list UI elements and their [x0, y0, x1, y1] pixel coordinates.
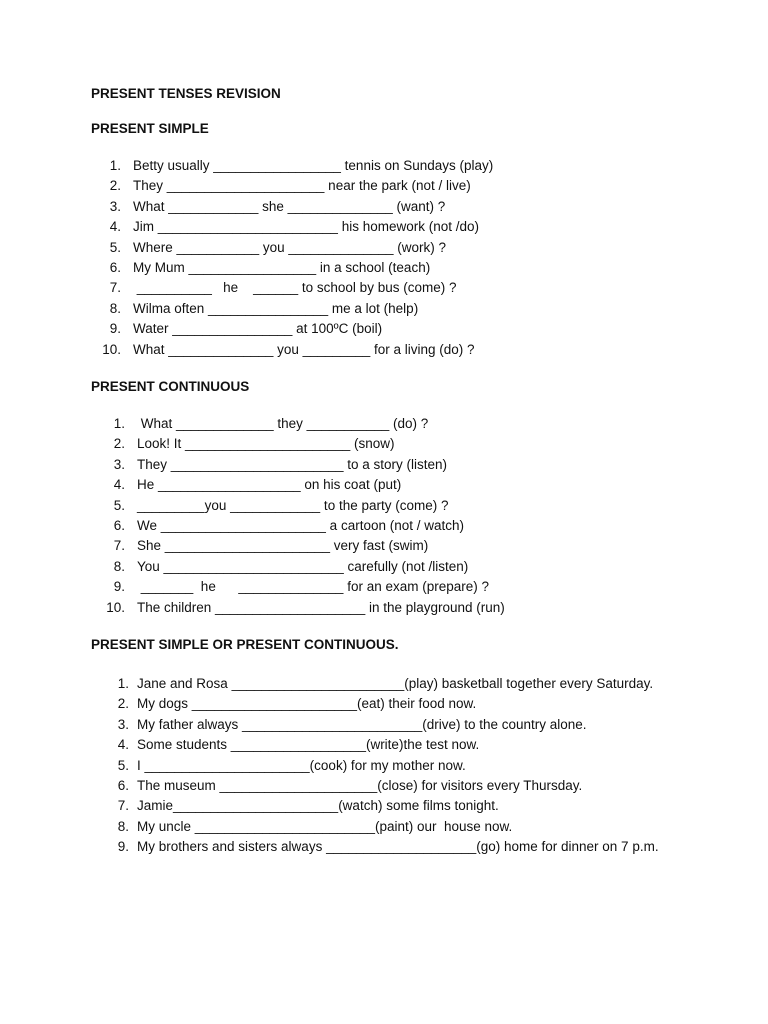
exercise-number: 6.	[109, 259, 121, 275]
exercise-sentence: Jamie______________________(watch) some films tonight.	[137, 798, 499, 814]
exercise-sentence: Some students __________________(write)the test now.	[137, 737, 480, 753]
exercise-sentence: My Mum _________________ in a school (teach)	[133, 259, 431, 275]
exercise-number: 7.	[117, 798, 129, 814]
exercise-sentence: My brothers and sisters always ____________________(go) home for dinner on 7 p.m.	[137, 839, 659, 855]
exercise-sentence: My dogs ______________________(eat) their food now.	[137, 696, 477, 712]
exercise-number: 4.	[117, 737, 129, 753]
exercise-sentence: The museum _____________________(close) for visitors every Thursday.	[137, 777, 583, 793]
exercise-number: 6.	[113, 517, 125, 533]
exercise-sentence: What _____________ they ___________ (do) ?	[137, 416, 429, 431]
exercise-sentence: We ______________________ a cartoon (not / watch)	[137, 517, 464, 533]
exercise-sentence: My uncle ________________________(paint) our house now.	[137, 818, 513, 834]
exercise-number: 9.	[109, 321, 121, 337]
exercise-number: 6.	[117, 777, 129, 793]
exercise-sentence: They _____________________ near the park (not / live)	[133, 178, 471, 194]
exercise-sentence: I ______________________(cook) for my mother now.	[137, 757, 466, 773]
exercise-number: 10.	[102, 341, 121, 357]
exercise-sentence: _______ he ______________ for an exam (prepare) ?	[137, 579, 490, 595]
exercise-number: 8.	[113, 558, 125, 574]
exercise-number: 4.	[113, 477, 125, 493]
exercise-sentence: Look! It ______________________ (snow)	[137, 436, 395, 452]
exercise-number: 8.	[117, 818, 129, 834]
exercise-sentence: Betty usually _________________ tennis on Sundays (play)	[133, 158, 494, 173]
exercise-sentence: __________ he ______ to school by bus (come) ?	[133, 280, 457, 296]
page-title: PRESENT TENSES REVISION	[91, 86, 281, 101]
exercise-sentence: The children ____________________ in the playground (run)	[137, 599, 505, 615]
exercise-number: 1.	[109, 158, 121, 173]
exercise-sentence: Where ___________ you ______________ (work) ?	[133, 239, 446, 255]
exercise-number: 5.	[113, 497, 125, 513]
exercise-number: 7.	[113, 538, 125, 554]
section-heading-present-continuous: PRESENT CONTINUOUS	[91, 379, 250, 394]
exercise-number: 1.	[117, 676, 129, 691]
exercise-sentence: What ____________ she ______________ (want) ?	[133, 198, 446, 214]
section-heading-simple-or-continuous: PRESENT SIMPLE OR PRESENT CONTINUOUS.	[91, 637, 399, 652]
exercise-sentence: _________you ____________ to the party (come) ?	[137, 497, 449, 513]
exercise-number: 9.	[117, 839, 129, 855]
exercise-number: 2.	[113, 436, 125, 452]
exercise-sentence: He ___________________ on his coat (put)	[137, 477, 402, 493]
exercise-number: 5.	[117, 757, 129, 773]
exercise-sentence: Water ________________ at 100ºC (boil)	[133, 321, 383, 337]
exercise-sentence: They _______________________ to a story (listen)	[137, 456, 447, 472]
exercise-number: 3.	[117, 716, 129, 732]
exercise-number: 8.	[109, 300, 121, 316]
exercise-sentence: You ________________________ carefully (not /listen)	[137, 558, 469, 574]
exercise-number: 9.	[113, 579, 125, 595]
exercise-sentence: Jim ________________________ his homework (not /do)	[133, 219, 479, 235]
section-heading-present-simple: PRESENT SIMPLE	[91, 121, 209, 136]
exercise-sentence: She ______________________ very fast (swim)	[137, 538, 429, 554]
exercise-sentence: My father always ________________________(drive) to the country alone.	[137, 716, 587, 732]
exercise-number: 7.	[109, 280, 121, 296]
exercise-number: 4.	[109, 219, 121, 235]
exercise-sentence: What ______________ you _________ for a living (do) ?	[133, 341, 475, 357]
exercise-number: 2.	[109, 178, 121, 194]
exercise-number: 10.	[106, 599, 125, 615]
exercise-number: 1.	[113, 416, 125, 431]
exercise-sentence: Jane and Rosa _______________________(play) basketball together every Saturday.	[137, 676, 654, 691]
exercise-number: 3.	[109, 198, 121, 214]
exercise-number: 3.	[113, 456, 125, 472]
exercise-number: 5.	[109, 239, 121, 255]
exercise-sentence: Wilma often ________________ me a lot (help)	[133, 300, 419, 316]
exercise-number: 2.	[117, 696, 129, 712]
